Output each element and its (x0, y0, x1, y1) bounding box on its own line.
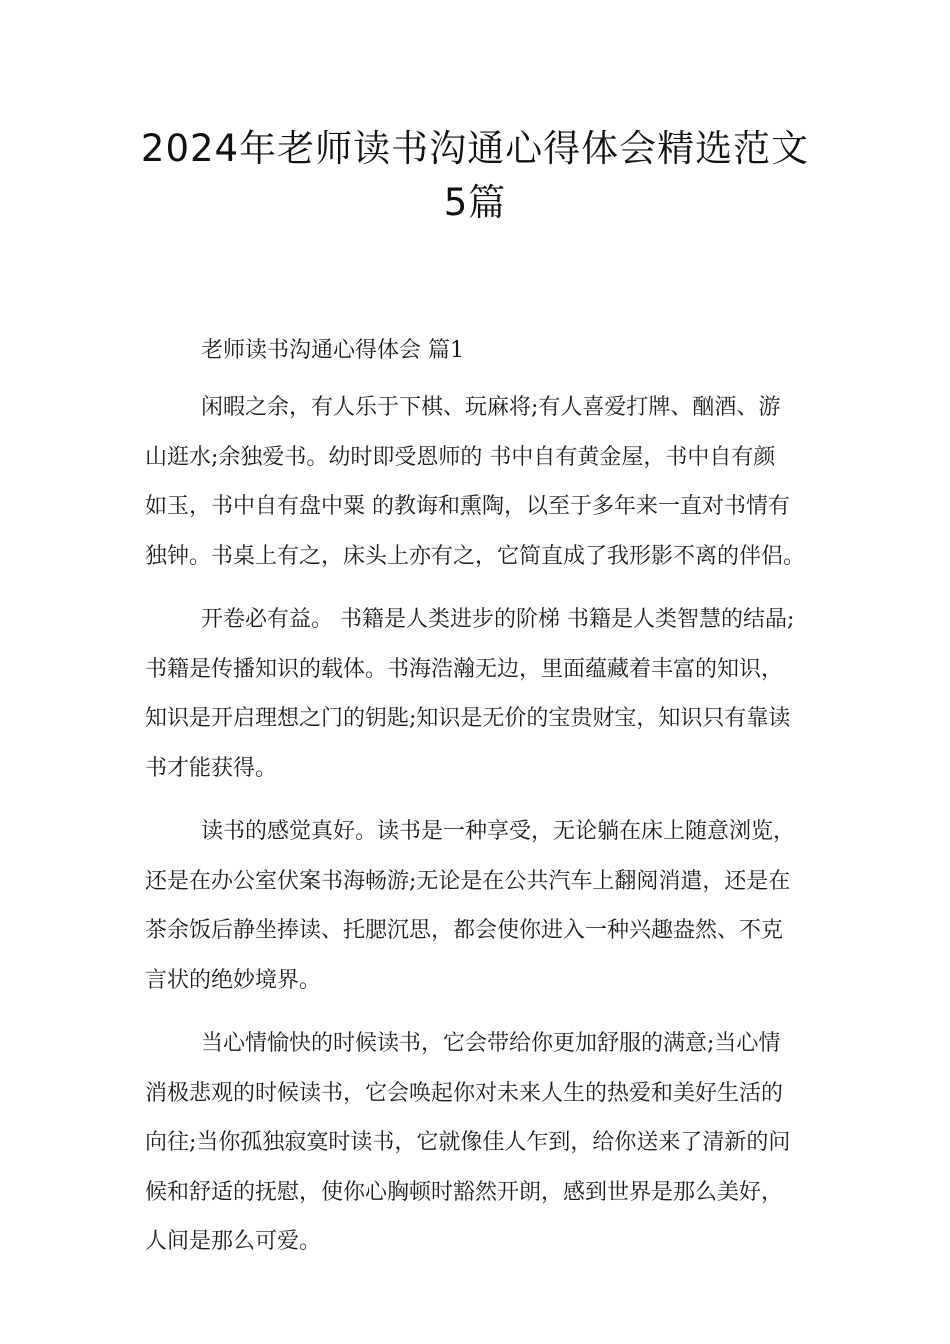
paragraph-line: 书籍是传播知识的载体。书海浩瀚无边，里面蕴藏着丰富的知识， (145, 656, 784, 682)
paragraph-4 (145, 1019, 813, 1267)
document-body (145, 333, 813, 1267)
paragraph-line: 开卷必有益。 书籍是人类进步的阶梯 书籍是人类智慧的结晶; (201, 607, 795, 632)
section-heading: 老师读书沟通心得体会 篇1 (201, 338, 464, 363)
paragraph-line: 候和舒适的抚慰，使你心胸顿时豁然开朗，感到世界是那么美好， (145, 1179, 784, 1205)
paragraph-line: 独钟。书桌上有之，床头上亦有之，它简直成了我形影不离的伴侣。 (145, 543, 806, 569)
paragraph-line: 当心情愉快的时候读书，它会带给你更加舒服的满意;当心情 (201, 1031, 781, 1056)
paragraph-line: 山逛水;余独爱书。幼时即受恩师的 书中自有黄金屋，书中自有颜 (145, 444, 776, 470)
paragraph-line: 还是在办公室伏案书海畅游;无论是在公共汽车上翻阅消遣，还是在 (145, 868, 791, 894)
paragraph-line: 知识是开启理想之门的钥匙;知识是无价的宝贵财宝，知识只有靠读 (145, 706, 791, 731)
paragraph-1 (145, 383, 813, 581)
paragraph-line: 人间是那么可爱。 (145, 1229, 322, 1254)
document-title (0, 122, 950, 230)
paragraph-line: 消极悲观的时候读书，它会唤起你对未来人生的热爱和美好生活的 (145, 1080, 784, 1106)
paragraph-2 (145, 595, 813, 793)
paragraph-line: 读书的感觉真好。读书是一种享受，无论躺在床上随意浏览， (201, 819, 796, 844)
title-line-2: 5篇 (443, 181, 507, 224)
paragraph-3 (145, 807, 813, 1005)
paragraph-line: 茶余饭后静坐捧读、托腮沉思，都会使你进入一种兴趣盎然、不克 (145, 918, 784, 943)
paragraph-line: 向往;当你孤独寂寞时读书，它就像佳人乍到，给你送来了清新的问 (145, 1130, 791, 1155)
paragraph-line: 言状的绝妙境界。 (145, 967, 322, 993)
paragraph-line: 闲暇之余，有人乐于下棋、玩麻将;有人喜爱打牌、酗酒、游 (201, 395, 781, 420)
title-line-1: 2024年老师读书沟通心得体会精选范文 (140, 127, 810, 170)
paragraph-line: 书才能获得。 (145, 755, 278, 781)
paragraph-line: 如玉，书中自有盘中粟 的教诲和熏陶，以至于多年来一直对书情有 (145, 494, 790, 519)
